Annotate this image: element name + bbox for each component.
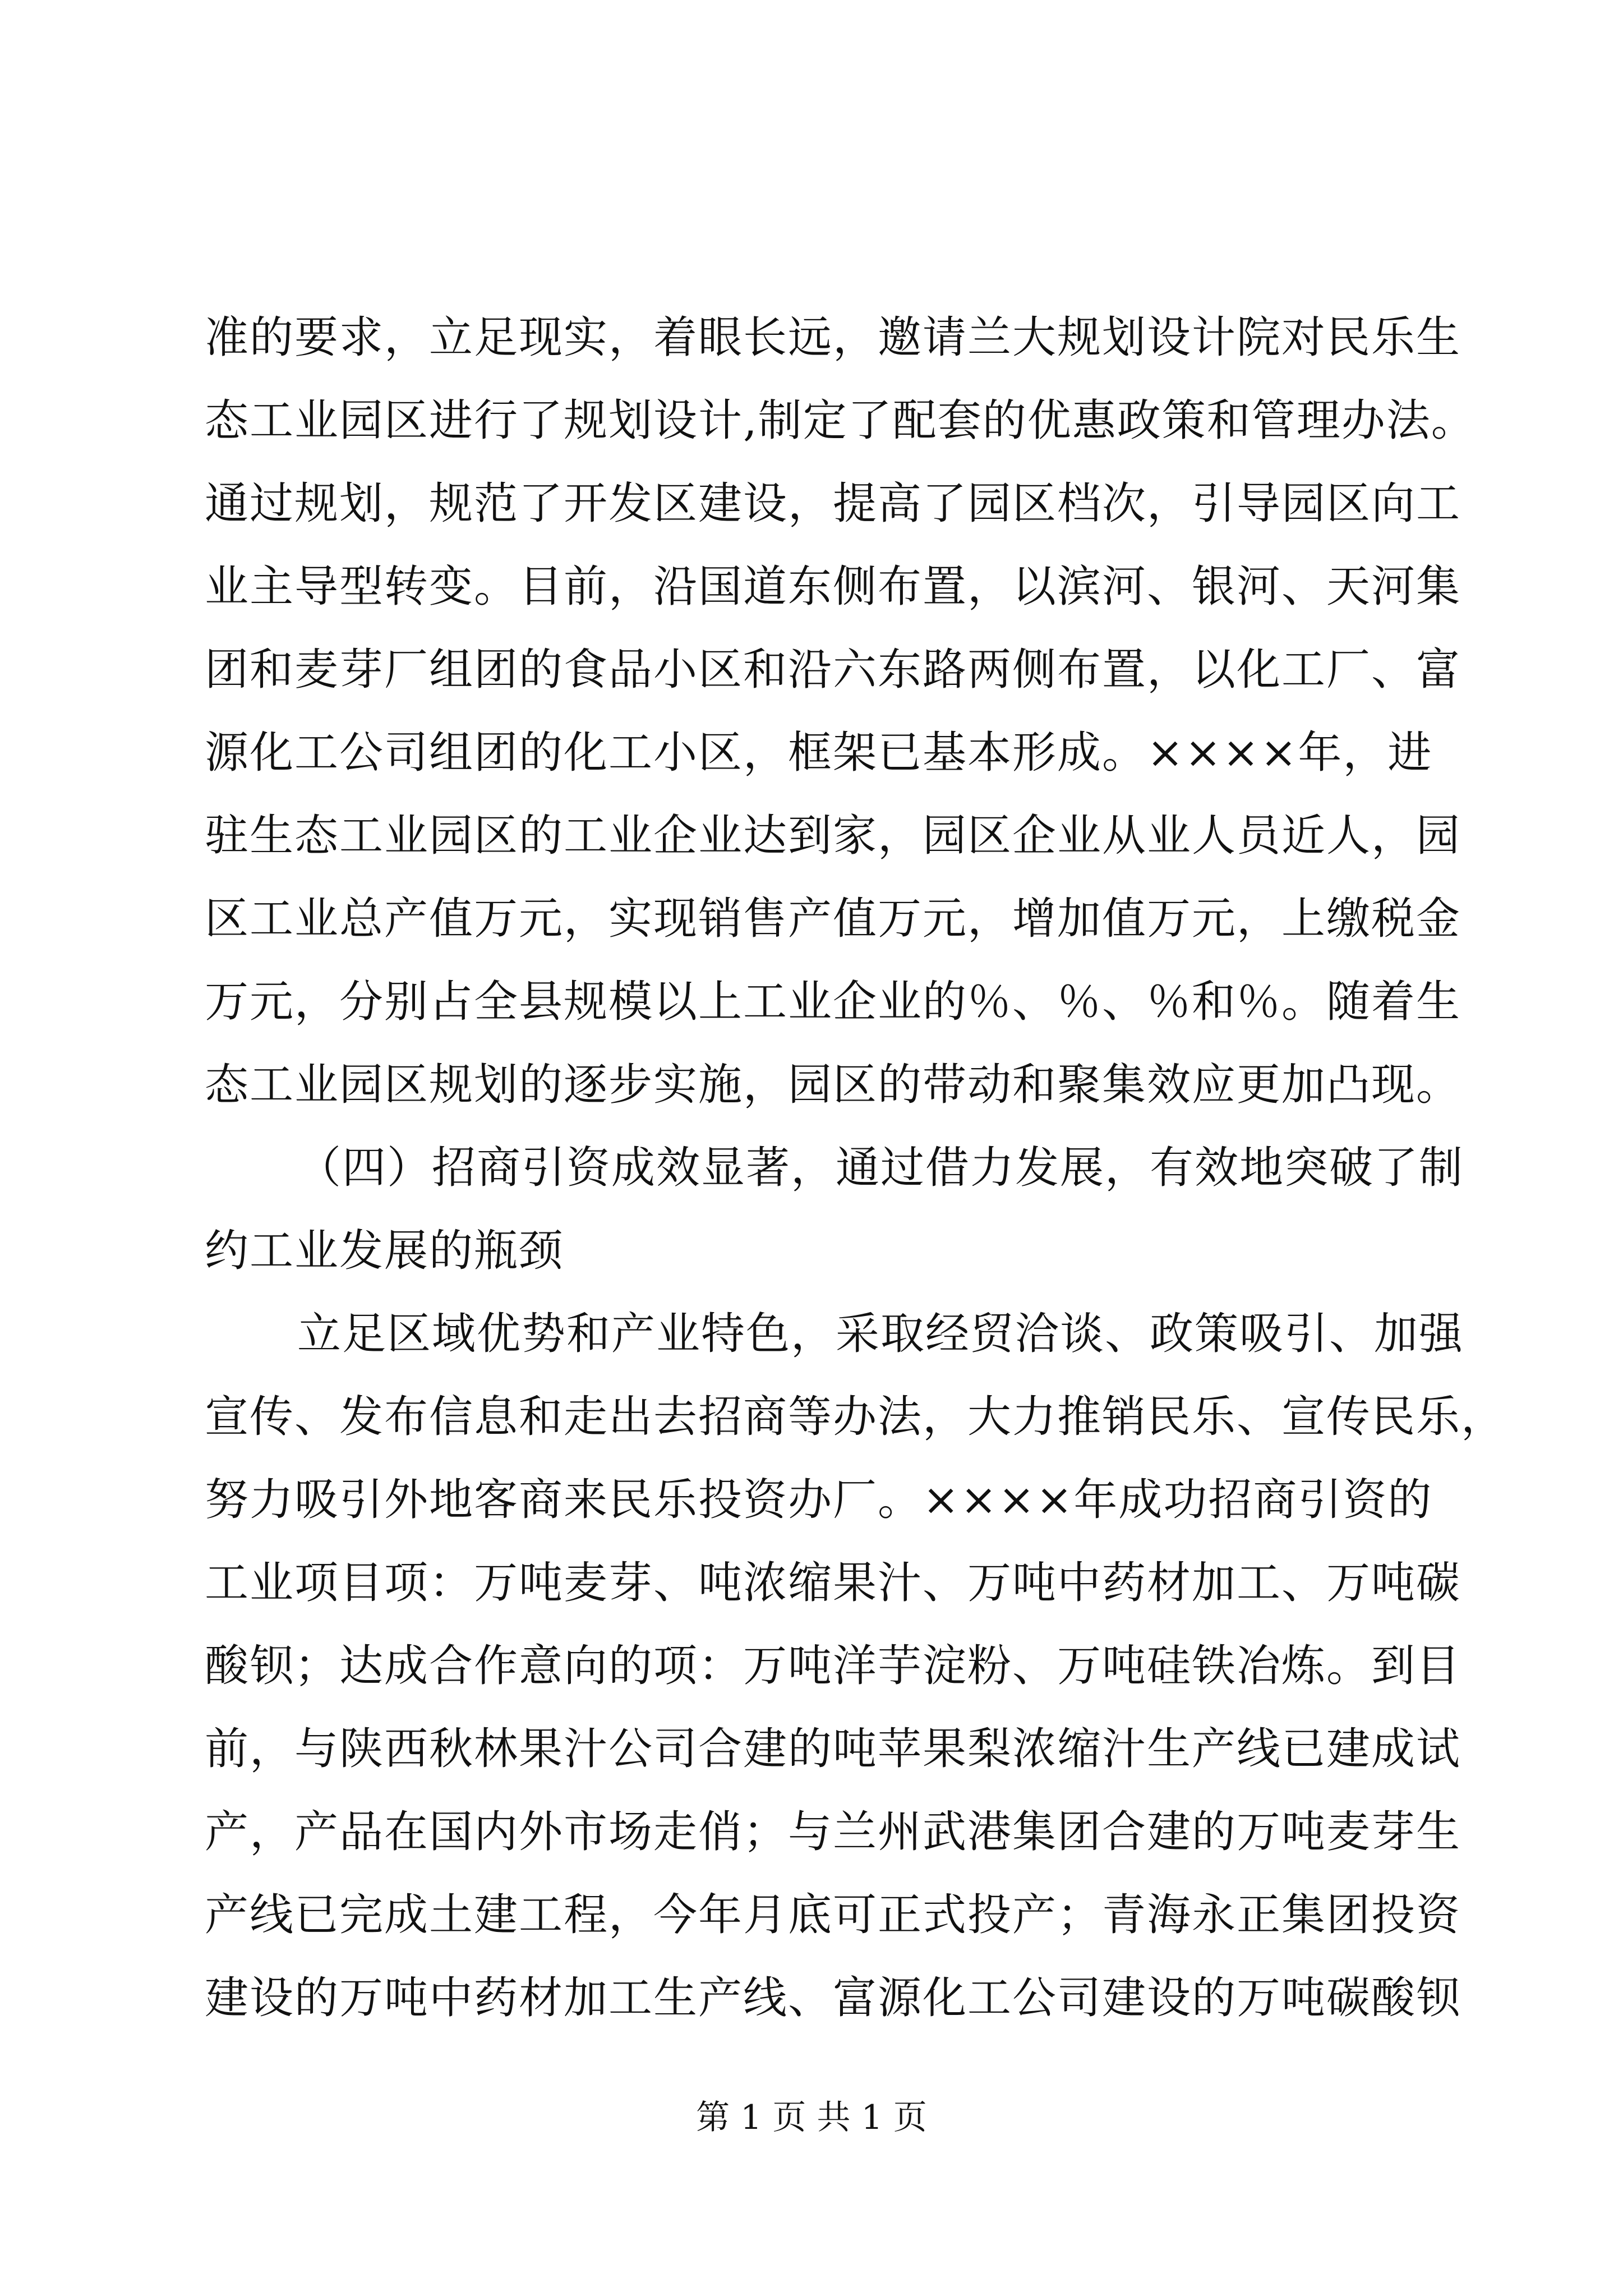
document-body xyxy=(205,296,1506,2040)
text-line: 建设的万吨中药材加工生产线、富源化工公司建设的万吨碳酸钡 xyxy=(205,1973,1461,2023)
text-line: 业主导型转变。目前，沿国道东侧布置，以滨河、银河、天河集 xyxy=(205,562,1461,612)
text-line: 产，产品在国内外市场走俏；与兰州武港集团合建的万吨麦芽生 xyxy=(205,1807,1461,1857)
text-line: 源化工公司组团的化工小区，框架已基本形成。××××年，进 xyxy=(205,728,1433,778)
text-line: 区工业总产值万元，实现销售产值万元，增加值万元，上缴税金 xyxy=(205,894,1461,944)
text-line: 驻生态工业园区的工业企业达到家，园区企业从业人员近人，园 xyxy=(205,811,1461,861)
text-line: 万元，分别占全县规模以上工业企业的％、％、％和％。随着生 xyxy=(205,977,1461,1027)
text-line: 努力吸引外地客商来民乐投资办厂。××××年成功招商引资的 xyxy=(205,1475,1433,1525)
text-line: 产线已完成土建工程，今年月底可正式投产；青海永正集团投资 xyxy=(205,1890,1461,1940)
text-line: 工业项目项：万吨麦芽、吨浓缩果汁、万吨中药材加工、万吨碳 xyxy=(205,1558,1461,1608)
text-line: 立足区域优势和产业特色，采取经贸洽谈、政策吸引、加强 xyxy=(297,1309,1464,1359)
text-line: 团和麦芽厂组团的食品小区和沿六东路两侧布置，以化工厂、富 xyxy=(205,645,1461,695)
page-footer: 第 1 页 共 1 页 xyxy=(696,2098,927,2137)
text-line: 态工业园区规划的逐步实施，园区的带动和聚集效应更加凸现。 xyxy=(205,1060,1461,1110)
text-line: 宣传、发布信息和走出去招商等办法，大力推销民乐、宣传民乐， xyxy=(205,1392,1506,1442)
text-line: 通过规划，规范了开发区建设，提高了园区档次，引导园区向工 xyxy=(205,478,1461,529)
text-line: 酸钡；达成合作意向的项：万吨洋芋淀粉、万吨硅铁冶炼。到目 xyxy=(205,1641,1461,1691)
section-heading-line: （四）招商引资成效显著，通过借力发展，有效地突破了制 xyxy=(297,1143,1464,1193)
section-heading-line: 约工业发展的瓶颈 xyxy=(205,1226,564,1276)
text-line: 准的要求，立足现实，着眼长远，邀请兰大规划设计院对民乐生 xyxy=(205,312,1461,363)
text-line: 前，与陕西秋林果汁公司合建的吨苹果梨浓缩汁生产线已建成试 xyxy=(205,1724,1461,1774)
text-line: 态工业园区进行了规划设计,制定了配套的优惠政策和管理办法。 xyxy=(205,395,1476,446)
